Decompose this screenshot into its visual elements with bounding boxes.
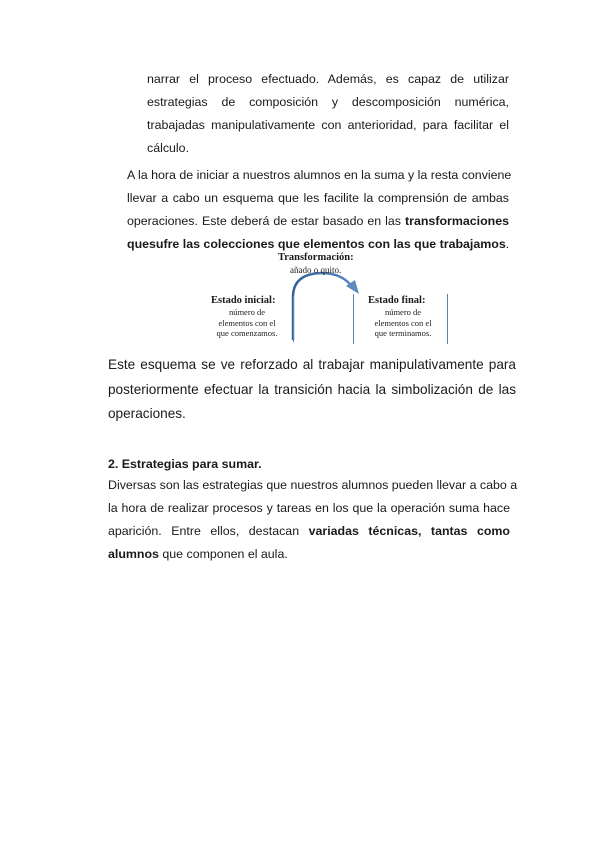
section-heading: 2. Estrategias para sumar. xyxy=(108,457,262,471)
transformation-diagram xyxy=(205,252,455,347)
text-line xyxy=(108,520,510,543)
paragraph-scheme-reinforced xyxy=(108,353,516,427)
text-line: posteriormente efectuar la transición hacia la simbolización de las xyxy=(108,381,516,397)
text-line: estrategias de composición y descomposición numérica, xyxy=(147,95,509,109)
transformation-subtitle: añado o quito. xyxy=(290,265,342,275)
left-connector xyxy=(293,296,294,342)
text-run: . xyxy=(505,237,510,251)
text-run: aparición. Entre ellos, destacan xyxy=(108,524,309,538)
bold-text: quesufre las colecciones que elementos con las que trabajamos xyxy=(127,237,506,251)
text-line: A la hora de iniciar a nuestros alumnos en la suma y la resta conviene xyxy=(127,168,512,182)
final-state-title: Estado final: xyxy=(368,295,426,306)
text-line: cálculo. xyxy=(147,141,190,155)
text-line: la hora de realizar procesos y tareas en los que la operación suma hace xyxy=(108,501,510,515)
bold-text: variadas técnicas, tantas como xyxy=(308,524,510,538)
text-line: operaciones. xyxy=(108,406,186,421)
transformation-title: Transformación: xyxy=(278,252,354,263)
text-line xyxy=(127,210,509,233)
final-state-description: número de elementos con el que terminamos. xyxy=(374,307,432,338)
text-line xyxy=(108,543,510,566)
text-line: Diversas son las estrategias que nuestros alumnos pueden llevar a cabo a xyxy=(108,478,518,492)
initial-state-title: Estado inicial: xyxy=(211,295,276,306)
text-line: trabajadas manipulativamente con anterioridad, para facilitar el xyxy=(147,118,509,132)
initial-state-description: número de elementos con el que comenzamos. xyxy=(216,307,278,338)
text-run: operaciones. Este deberá de estar basado en las xyxy=(127,214,406,228)
bold-text: alumnos xyxy=(108,547,159,561)
text-line: Este esquema se ve reforzado al trabajar manipulativamente para xyxy=(108,357,516,372)
center-connector xyxy=(353,294,354,344)
bold-text: transformaciones xyxy=(405,214,509,228)
text-line: narrar el proceso efectuado. Además, es capaz de utilizar xyxy=(147,72,509,86)
paragraph-scheme-intro xyxy=(127,164,512,256)
paragraph-continuation xyxy=(147,68,509,160)
text-run: que componen el aula. xyxy=(158,547,288,561)
text-line: llevar a cabo un esquema que les facilite la comprensión de ambas xyxy=(127,191,509,205)
paragraph-addition-strategies xyxy=(108,474,518,566)
right-connector xyxy=(447,294,448,344)
